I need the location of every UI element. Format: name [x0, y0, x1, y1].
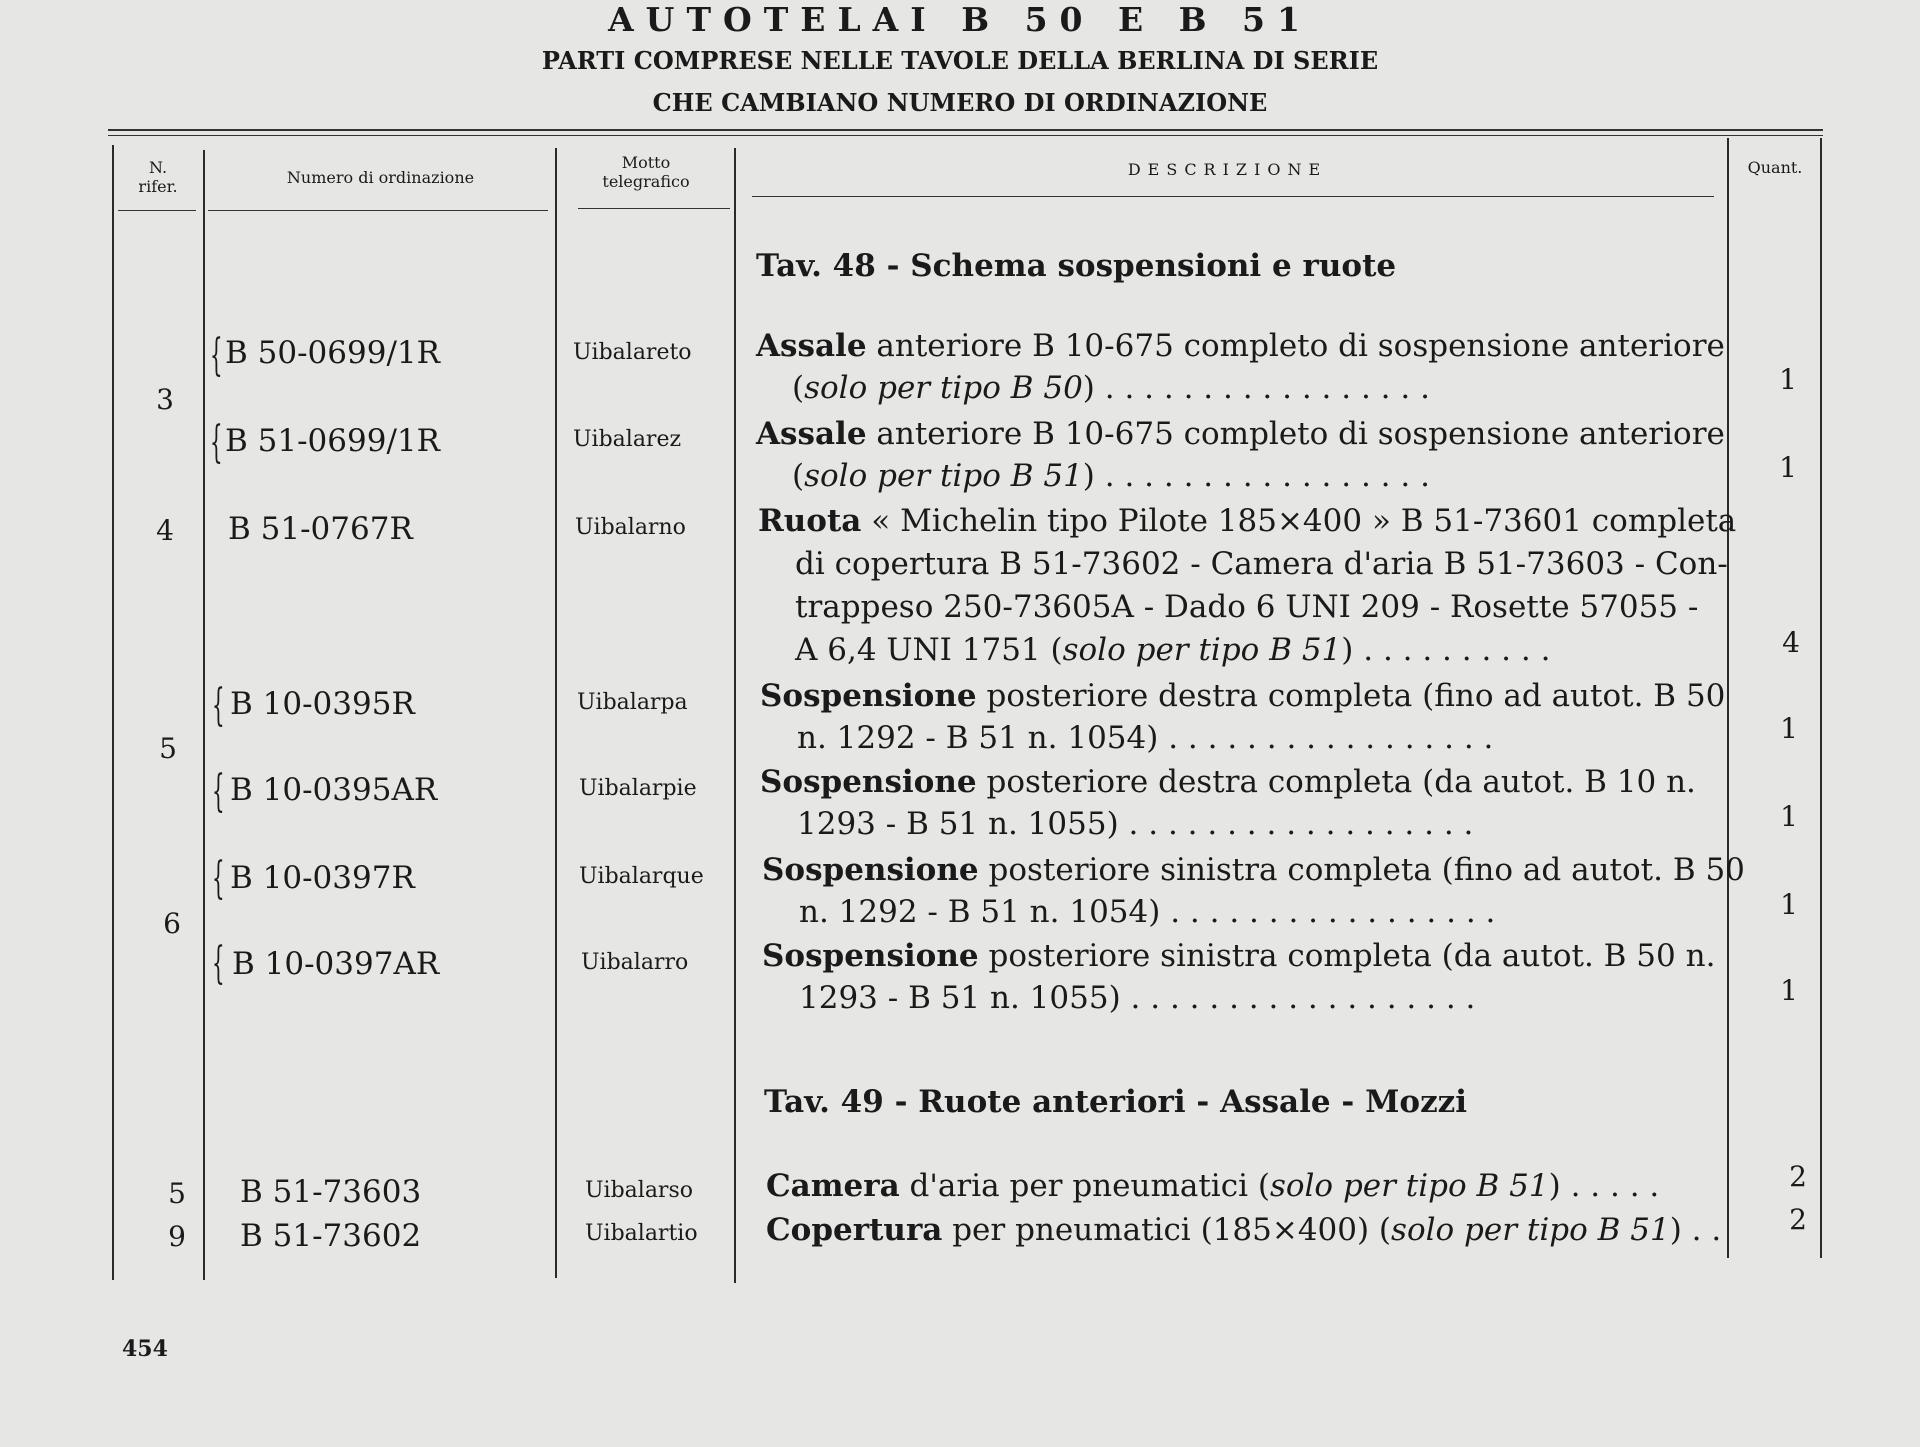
quantity-value: 1 [1780, 800, 1798, 833]
table-top-rule-inner [108, 135, 1823, 136]
group-brace: { [210, 330, 223, 381]
description-text: per pneumatici (185×400) ( [942, 1212, 1392, 1248]
section-heading-tav48: Tav. 48 - Schema sospensioni e ruote [756, 248, 1397, 284]
description-text: posteriore sinistra completa (fino ad autot. B 50 [978, 852, 1745, 888]
quantity-value: 1 [1780, 888, 1798, 921]
description-keyword: Copertura [766, 1212, 943, 1248]
group-brace: { [210, 417, 223, 468]
description-italic: solo per tipo B 50 [804, 370, 1083, 406]
header-ref-line2: rifer. [138, 177, 178, 196]
page-title: AUTOTELAI B 50 E B 51 [608, 0, 1312, 39]
ref-number: 5 [168, 1177, 186, 1210]
description-keyword: Sospensione [760, 764, 977, 800]
motto-telegrafico: Uibalarez [573, 427, 682, 452]
description-line [762, 938, 1715, 974]
col-rule-0 [112, 145, 114, 1280]
col-rule-2 [555, 148, 557, 1278]
ref-number: 4 [156, 514, 174, 547]
motto-telegrafico: Uibalarpie [579, 776, 697, 801]
description-line [756, 328, 1725, 364]
description-text: « Michelin tipo Pilote 185×400 » B 51-73601 completa [861, 503, 1737, 539]
order-code: B 51-73602 [240, 1218, 422, 1254]
group-brace: { [212, 766, 225, 817]
description-line [760, 678, 1725, 714]
page-subtitle-2: CHE CAMBIANO NUMERO DI ORDINAZIONE [652, 88, 1268, 117]
order-code: B 10-0395R [230, 686, 415, 722]
table-top-rule [108, 129, 1823, 131]
description-text: anteriore B 10-675 completo di sospensione anteriore [866, 416, 1725, 452]
description-keyword: Assale [756, 328, 867, 364]
group-brace: { [212, 938, 225, 989]
description-line: n. 1292 - B 51 n. 1054) . . . . . . . . . . . . . . . . . [799, 894, 1496, 930]
header-ref-line1: N. [148, 158, 168, 177]
ref-number: 3 [156, 383, 174, 416]
header-motto [560, 153, 732, 191]
description-line [760, 764, 1696, 800]
description-text: anteriore B 10-675 completo di sospensione anteriore [866, 328, 1725, 364]
header-description: DESCRIZIONE [1127, 160, 1328, 179]
description-italic: solo per tipo B 51 [1062, 632, 1342, 668]
description-line [766, 1168, 1659, 1204]
quantity-value: 1 [1780, 712, 1798, 745]
description-text: ) . . . . . . . . . . . . . . . . . [1082, 370, 1430, 406]
description-line: n. 1292 - B 51 n. 1054) . . . . . . . . . . . . . . . . . [797, 720, 1494, 756]
description-line [758, 503, 1736, 539]
description-keyword: Assale [756, 416, 867, 452]
section-heading-tav49: Tav. 49 - Ruote anteriori - Assale - Mozzi [764, 1084, 1468, 1120]
ref-number: 5 [159, 732, 177, 765]
description-italic: solo per tipo B 51 [1269, 1168, 1549, 1204]
description-keyword: Sospensione [762, 938, 979, 974]
description-italic: solo per tipo B 51 [804, 458, 1083, 494]
description-line [795, 632, 1550, 668]
description-line [762, 852, 1745, 888]
description-keyword: Sospensione [762, 852, 979, 888]
header-ref [118, 158, 198, 196]
quantity-value: 1 [1779, 363, 1797, 396]
order-code: B 50-0699/1R [225, 335, 440, 371]
motto-telegrafico: Uibalarso [585, 1178, 693, 1203]
description-line [766, 1212, 1721, 1248]
section-tav-number: Tav. 48 [756, 248, 876, 284]
description-text: d'aria per pneumatici ( [899, 1168, 1270, 1204]
quantity-value: 4 [1782, 626, 1800, 659]
description-line: di copertura B 51-73602 - Camera d'aria B 51-73603 - Con- [795, 546, 1728, 582]
col-rule-1 [203, 150, 205, 1280]
header-rule-desc [752, 196, 1714, 197]
order-code: B 10-0395AR [230, 772, 438, 808]
description-line [792, 370, 1430, 406]
motto-telegrafico: Uibalarpa [577, 690, 688, 715]
quantity-value: 2 [1789, 1160, 1807, 1193]
header-quantity: Quant. [1747, 158, 1803, 177]
section-tav-number: Tav. 49 [764, 1084, 884, 1120]
description-text: ) . . . . . [1548, 1168, 1660, 1204]
order-code: B 51-0699/1R [225, 423, 440, 459]
description-text: ( [792, 458, 805, 494]
motto-telegrafico: Uibalarque [579, 864, 704, 889]
description-italic: solo per tipo B 51 [1391, 1212, 1670, 1248]
col-rule-4 [1727, 138, 1729, 1258]
page-subtitle: PARTI COMPRESE NELLE TAVOLE DELLA BERLINA DI SERIE [541, 46, 1379, 75]
description-line: 1293 - B 51 n. 1055) . . . . . . . . . . . . . . . . . . [797, 806, 1474, 842]
description-line [792, 458, 1430, 494]
col-rule-3 [734, 148, 736, 1283]
order-code: B 51-73603 [240, 1174, 422, 1210]
ref-number: 9 [168, 1220, 186, 1253]
header-rule-ref [118, 210, 196, 211]
description-keyword: Camera [766, 1168, 900, 1204]
quantity-value: 2 [1789, 1203, 1807, 1236]
description-text: ) . . . . . . . . . . . . . . . . . [1082, 458, 1430, 494]
description-text: posteriore destra completa (fino ad autot. B 50 [976, 678, 1726, 714]
description-text: ) . . [1669, 1212, 1722, 1248]
header-motto-line1: Motto [621, 153, 671, 172]
ref-number: 6 [163, 907, 181, 940]
description-keyword: Ruota [758, 503, 862, 539]
motto-telegrafico: Uibalarno [575, 515, 686, 540]
description-text: posteriore sinistra completa (da autot. B 50 n. [978, 938, 1716, 974]
quantity-value: 1 [1780, 974, 1798, 1007]
section-title: Schema sospensioni e ruote [910, 248, 1397, 284]
order-code: B 10-0397AR [232, 946, 440, 982]
group-brace: { [212, 680, 225, 731]
header-motto-line2: telegrafico [602, 172, 690, 191]
page-number: 454 [122, 1336, 168, 1362]
col-rule-5 [1820, 138, 1822, 1258]
motto-telegrafico: Uibalareto [573, 340, 692, 365]
header-rule-code [208, 210, 548, 211]
motto-telegrafico: Uibalartio [585, 1221, 698, 1246]
description-text: A 6,4 UNI 1751 ( [795, 632, 1063, 668]
description-line: 1293 - B 51 n. 1055) . . . . . . . . . . . . . . . . . . [799, 980, 1476, 1016]
header-order-number: Numero di ordinazione [286, 168, 475, 187]
description-line: trappeso 250-73605A - Dado 6 UNI 209 - Rosette 57055 - [795, 589, 1699, 625]
description-line [756, 416, 1725, 452]
motto-telegrafico: Uibalarro [581, 950, 689, 975]
section-title: Ruote anteriori - Assale - Mozzi [918, 1084, 1468, 1120]
group-brace: { [212, 853, 225, 904]
order-code: B 10-0397R [230, 860, 415, 896]
header-rule-motto [578, 208, 730, 209]
description-text: ) . . . . . . . . . . [1341, 632, 1551, 668]
description-text: ( [792, 370, 805, 406]
quantity-value: 1 [1779, 451, 1797, 484]
order-code: B 51-0767R [228, 511, 413, 547]
description-keyword: Sospensione [760, 678, 977, 714]
description-text: posteriore destra completa (da autot. B 10 n. [976, 764, 1696, 800]
